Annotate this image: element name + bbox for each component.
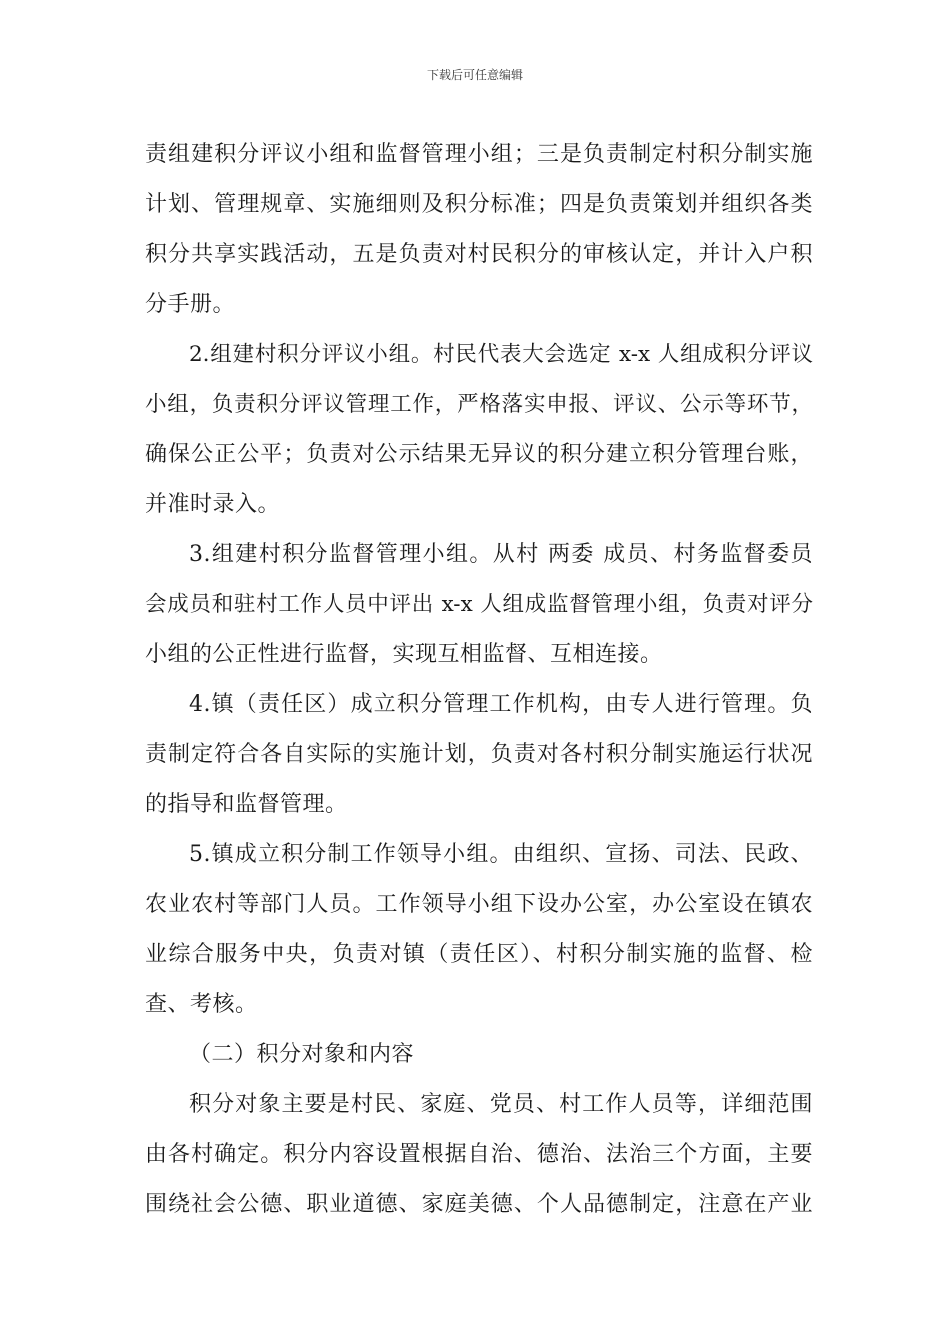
text-line: 分手册。 — [145, 292, 236, 317]
text-line: 的指导和监督管理。 — [145, 792, 348, 817]
text-line: 业综合服务中央，负责对镇（责任区）、村积分制实施的监督、检 — [145, 942, 813, 967]
text-line: 查、考核。 — [145, 992, 258, 1017]
text-line: 会成员和驻村工作人员中评出 x-x 人组成监督管理小组，负责对评分 — [145, 592, 813, 617]
text-line: 农业农村等部门人员。工作领导小组下设办公室，办公室设在镇农 — [145, 892, 813, 917]
text-line: 积分对象主要是村民、家庭、党员、村工作人员等，详细范围 — [189, 1092, 813, 1117]
text-line: 责组建积分评议小组和监督管理小组；三是负责制定村积分制实施 — [145, 142, 813, 167]
text-line: 积分共享实践活动，五是负责对村民积分的审核认定，并计入户积 — [145, 242, 813, 267]
section-heading: （二）积分对象和内容 — [189, 1042, 415, 1067]
text-line: 由各村确定。积分内容设置根据自治、德治、法治三个方面，主要 — [145, 1142, 813, 1167]
text-line: 计划、管理规章、实施细则及积分标准；四是负责策划并组织各类 — [145, 192, 813, 217]
text-line: 2.组建村积分评议小组。村民代表大会选定 x-x 人组成积分评议 — [189, 342, 813, 367]
text-line: 并准时录入。 — [145, 492, 281, 517]
document-body — [145, 130, 813, 1230]
text-line: 小组，负责积分评议管理工作，严格落实申报、评议、公示等环节， — [145, 392, 813, 417]
text-line: 4.镇（责任区）成立积分管理工作机构，由专人进行管理。负 — [189, 692, 813, 717]
text-line: 围绕社会公德、职业道德、家庭美德、个人品德制定，注意在产业 — [145, 1192, 813, 1217]
page-header: 下载后可任意编辑 — [426, 68, 523, 82]
text-line: 确保公正公平；负责对公示结果无异议的积分建立积分管理台账， — [145, 442, 813, 467]
text-line: 3.组建村积分监督管理小组。从村 两委 成员、村务监督委员 — [189, 542, 813, 567]
text-line: 责制定符合各自实际的实施计划，负责对各村积分制实施运行状况 — [145, 742, 813, 767]
text-line: 小组的公正性进行监督，实现互相监督、互相连接。 — [145, 642, 663, 667]
text-line: 5.镇成立积分制工作领导小组。由组织、宣扬、司法、民政、 — [189, 842, 813, 867]
